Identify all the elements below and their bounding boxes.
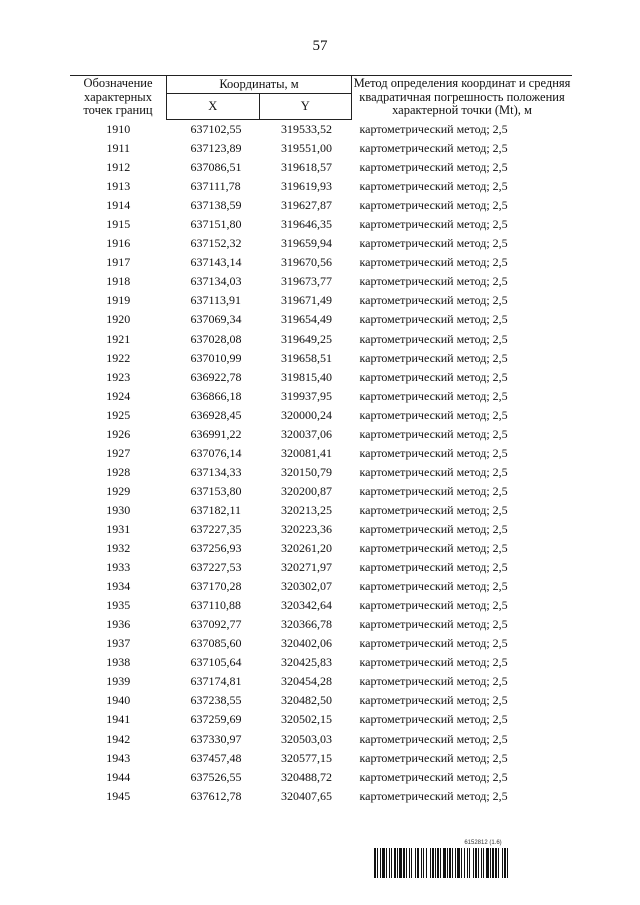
table-row [70, 349, 572, 368]
table-row [70, 463, 572, 482]
coord-x: 637105,64 [190, 655, 242, 670]
table-row [70, 691, 572, 710]
coord-x: 637153,80 [190, 483, 242, 498]
coord-y: 320200,87 [281, 483, 332, 498]
point-number: 1942 [106, 731, 131, 746]
table-row [70, 368, 572, 387]
point-number: 1929 [106, 483, 131, 498]
method-cell: картометрический метод; 2,5 [359, 560, 508, 575]
method-cell: картометрический метод; 2,5 [359, 350, 508, 365]
table-row [70, 749, 572, 768]
method-cell: картометрический метод; 2,5 [359, 255, 508, 270]
coord-y: 320150,79 [281, 464, 332, 479]
coord-y: 320261,20 [281, 541, 332, 556]
coord-x: 637256,93 [190, 541, 242, 556]
coord-x: 637110,88 [190, 598, 242, 613]
method-cell: картометрический метод; 2,5 [359, 541, 508, 556]
point-number: 1921 [106, 331, 131, 346]
coord-x: 637086,51 [190, 160, 242, 175]
method-cell: картометрический метод; 2,5 [359, 674, 508, 689]
coordinates-table [70, 75, 572, 806]
coordinates-table-container [70, 75, 572, 806]
header-method: Метод определения координат и средняя квадратичная погрешность положения характерной точки (Mt), м [352, 76, 573, 120]
table-body [70, 120, 572, 806]
method-cell: картометрический метод; 2,5 [359, 369, 508, 384]
method-cell: картометрический метод; 2,5 [359, 655, 508, 670]
method-cell: картометрический метод; 2,5 [359, 274, 508, 289]
point-number: 1930 [106, 502, 131, 517]
coord-y: 319533,52 [281, 122, 332, 137]
coord-x: 637227,35 [190, 522, 242, 536]
method-cell: картометрический метод; 2,5 [359, 693, 508, 708]
coord-y: 320213,25 [281, 502, 332, 517]
method-cell: картометрический метод; 2,5 [359, 236, 508, 251]
method-cell: картометрический метод; 2,5 [359, 750, 508, 765]
coord-y: 319815,40 [281, 369, 332, 384]
coord-x: 637143,14 [190, 255, 242, 270]
method-cell: картометрический метод; 2,5 [359, 217, 508, 232]
coord-x: 637170,28 [190, 579, 242, 594]
point-number: 1913 [106, 179, 131, 194]
header-designation: Обозначение характерных точек границ [70, 76, 167, 120]
coord-y: 320366,78 [281, 617, 332, 632]
table-row [70, 596, 572, 615]
table-row [70, 387, 572, 406]
header-coordinates: Координаты, м [167, 76, 352, 94]
coord-y: 320402,06 [281, 636, 332, 651]
coord-x: 637612,78 [190, 788, 242, 803]
coord-y: 320502,15 [281, 712, 332, 727]
table-row [70, 634, 572, 653]
point-number: 1911 [106, 141, 131, 156]
coord-y: 320342,64 [281, 598, 332, 613]
table-row [70, 406, 572, 425]
method-cell: картометрический метод; 2,5 [359, 483, 508, 498]
coord-x: 637010,99 [190, 350, 242, 365]
point-number: 1928 [106, 464, 131, 479]
coord-x: 637134,33 [190, 464, 242, 479]
coord-x: 636866,18 [190, 388, 242, 403]
table-row [70, 253, 572, 272]
point-number: 1910 [106, 121, 131, 136]
point-number: 1918 [106, 274, 131, 289]
point-number: 1920 [106, 312, 131, 327]
point-number: 1917 [106, 255, 131, 270]
method-cell: картометрический метод; 2,5 [359, 121, 508, 136]
coord-y: 320577,15 [281, 750, 332, 765]
table-row [70, 539, 572, 558]
point-number: 1923 [106, 369, 131, 384]
method-cell: картометрический метод; 2,5 [359, 388, 508, 403]
method-cell: картометрический метод; 2,5 [359, 331, 508, 346]
method-cell: картометрический метод; 2,5 [359, 769, 508, 784]
table-row [70, 120, 572, 140]
table-row [70, 215, 572, 234]
table-row [70, 710, 572, 729]
coord-y: 319649,25 [281, 331, 332, 346]
coord-x: 637069,34 [190, 312, 242, 327]
coord-y: 320503,03 [281, 731, 332, 746]
point-number: 1936 [106, 617, 131, 632]
coord-y: 319646,35 [281, 217, 332, 232]
coord-y: 320037,06 [281, 426, 332, 441]
point-number: 1927 [106, 445, 131, 460]
coord-x: 637174,81 [190, 674, 242, 689]
coord-y: 319937,95 [281, 388, 332, 403]
point-number: 1937 [106, 636, 131, 651]
method-cell: картометрический метод; 2,5 [359, 636, 508, 651]
point-number: 1941 [106, 712, 131, 727]
coord-x: 637102,55 [190, 122, 242, 137]
coord-y: 319673,77 [281, 274, 332, 289]
point-number: 1939 [106, 674, 131, 689]
coord-x: 636991,22 [190, 426, 242, 441]
coord-x: 637076,14 [190, 445, 242, 460]
coord-x: 637457,48 [190, 750, 242, 765]
method-cell: картометрический метод; 2,5 [359, 731, 508, 746]
method-cell: картометрический метод; 2,5 [359, 198, 508, 213]
coord-x: 637330,97 [190, 731, 242, 746]
coord-x: 637092,77 [190, 617, 242, 632]
coord-x: 637152,32 [190, 236, 242, 251]
table-row [70, 672, 572, 691]
coord-x: 637238,55 [190, 693, 242, 708]
point-number: 1914 [106, 198, 131, 213]
header-y: Y [259, 94, 352, 120]
coord-x: 637182,11 [190, 502, 242, 517]
method-cell: картометрический метод; 2,5 [359, 141, 508, 156]
coord-y: 319654,49 [281, 312, 332, 327]
method-cell: картометрический метод; 2,5 [359, 407, 508, 422]
method-cell: картометрический метод; 2,5 [359, 502, 508, 517]
coord-y: 320454,28 [281, 674, 332, 689]
table-row [70, 158, 572, 177]
table-header [70, 76, 572, 120]
header-x: X [167, 94, 260, 120]
barcode-icon [374, 848, 592, 878]
coord-y: 319671,49 [281, 293, 332, 308]
table-row [70, 577, 572, 596]
table-row [70, 234, 572, 253]
point-number: 1943 [106, 750, 131, 765]
method-cell: картометрический метод; 2,5 [359, 445, 508, 460]
table-row [70, 139, 572, 158]
point-number: 1944 [106, 769, 131, 784]
coord-y: 320223,36 [281, 522, 332, 536]
point-number: 1925 [106, 407, 131, 422]
method-cell: картометрический метод; 2,5 [359, 426, 508, 441]
table-row [70, 310, 572, 329]
coord-x: 637028,08 [190, 331, 242, 346]
point-number: 1931 [106, 522, 131, 536]
point-number: 1922 [106, 350, 131, 365]
method-cell: картометрический метод; 2,5 [359, 712, 508, 727]
point-number: 1935 [106, 598, 131, 613]
barcode-label: 6152812 (1.6) [464, 840, 502, 846]
point-number: 1924 [106, 388, 131, 403]
coord-y: 319627,87 [281, 198, 332, 213]
method-cell: картометрический метод; 2,5 [359, 617, 508, 632]
coord-x: 637113,91 [190, 293, 242, 308]
table-row [70, 272, 572, 291]
coord-x: 637123,89 [190, 141, 242, 156]
table-row [70, 196, 572, 215]
table-row [70, 558, 572, 577]
coord-x: 637151,80 [190, 217, 242, 232]
coord-y: 320000,24 [281, 407, 332, 422]
coord-x: 636928,45 [190, 407, 242, 422]
point-number: 1915 [106, 217, 131, 232]
table-row [70, 444, 572, 463]
point-number: 1916 [106, 236, 131, 251]
coord-y: 319659,94 [281, 236, 332, 251]
barcode-bar [508, 848, 510, 878]
page-number: 57 [312, 38, 328, 54]
coord-x: 637111,78 [190, 179, 241, 194]
point-number: 1933 [106, 560, 131, 575]
table-row [70, 520, 572, 539]
table-row [70, 501, 572, 520]
coord-y: 320425,83 [281, 655, 332, 670]
table-row [70, 730, 572, 749]
coord-y: 319551,00 [281, 141, 332, 156]
method-cell: картометрический метод; 2,5 [359, 160, 508, 175]
table-row [70, 482, 572, 501]
table-row [70, 330, 572, 349]
coord-y: 320081,41 [281, 445, 332, 460]
method-cell: картометрический метод; 2,5 [359, 598, 508, 613]
coord-y: 319670,56 [281, 255, 332, 270]
table-row [70, 768, 572, 787]
coord-x: 637138,59 [190, 198, 242, 213]
point-number: 1932 [106, 541, 131, 556]
coord-x: 637526,55 [190, 769, 242, 784]
coord-x: 637134,03 [190, 274, 242, 289]
coord-y: 320302,07 [281, 579, 332, 594]
method-cell: картометрический метод; 2,5 [359, 522, 508, 536]
coord-y: 319658,51 [281, 350, 332, 365]
coord-x: 637227,53 [190, 560, 242, 575]
coord-x: 637259,69 [190, 712, 242, 727]
coord-y: 320488,72 [281, 769, 332, 784]
document-barcode [374, 840, 592, 878]
coord-y: 320407,65 [281, 788, 332, 803]
point-number: 1940 [106, 693, 131, 708]
point-number: 1919 [106, 293, 131, 308]
point-number: 1938 [106, 655, 131, 670]
table-row [70, 787, 572, 806]
method-cell: картометрический метод; 2,5 [359, 464, 508, 479]
method-cell: картометрический метод; 2,5 [359, 312, 508, 327]
coord-x: 637085,60 [190, 636, 242, 651]
coord-x: 636922,78 [190, 369, 242, 384]
point-number: 1945 [106, 788, 131, 803]
table-row [70, 177, 572, 196]
coord-y: 320482,50 [281, 693, 332, 708]
method-cell: картометрический метод; 2,5 [359, 293, 508, 308]
table-row [70, 653, 572, 672]
table-row [70, 425, 572, 444]
method-cell: картометрический метод; 2,5 [359, 179, 508, 194]
coord-y: 319618,57 [281, 160, 332, 175]
coord-y: 319619,93 [281, 179, 332, 194]
point-number: 1912 [106, 160, 131, 175]
point-number: 1934 [106, 579, 131, 594]
point-number: 1926 [106, 426, 131, 441]
table-row [70, 615, 572, 634]
coord-y: 320271,97 [281, 560, 332, 575]
method-cell: картометрический метод; 2,5 [359, 579, 508, 594]
table-row [70, 291, 572, 310]
method-cell: картометрический метод; 2,5 [359, 788, 508, 803]
